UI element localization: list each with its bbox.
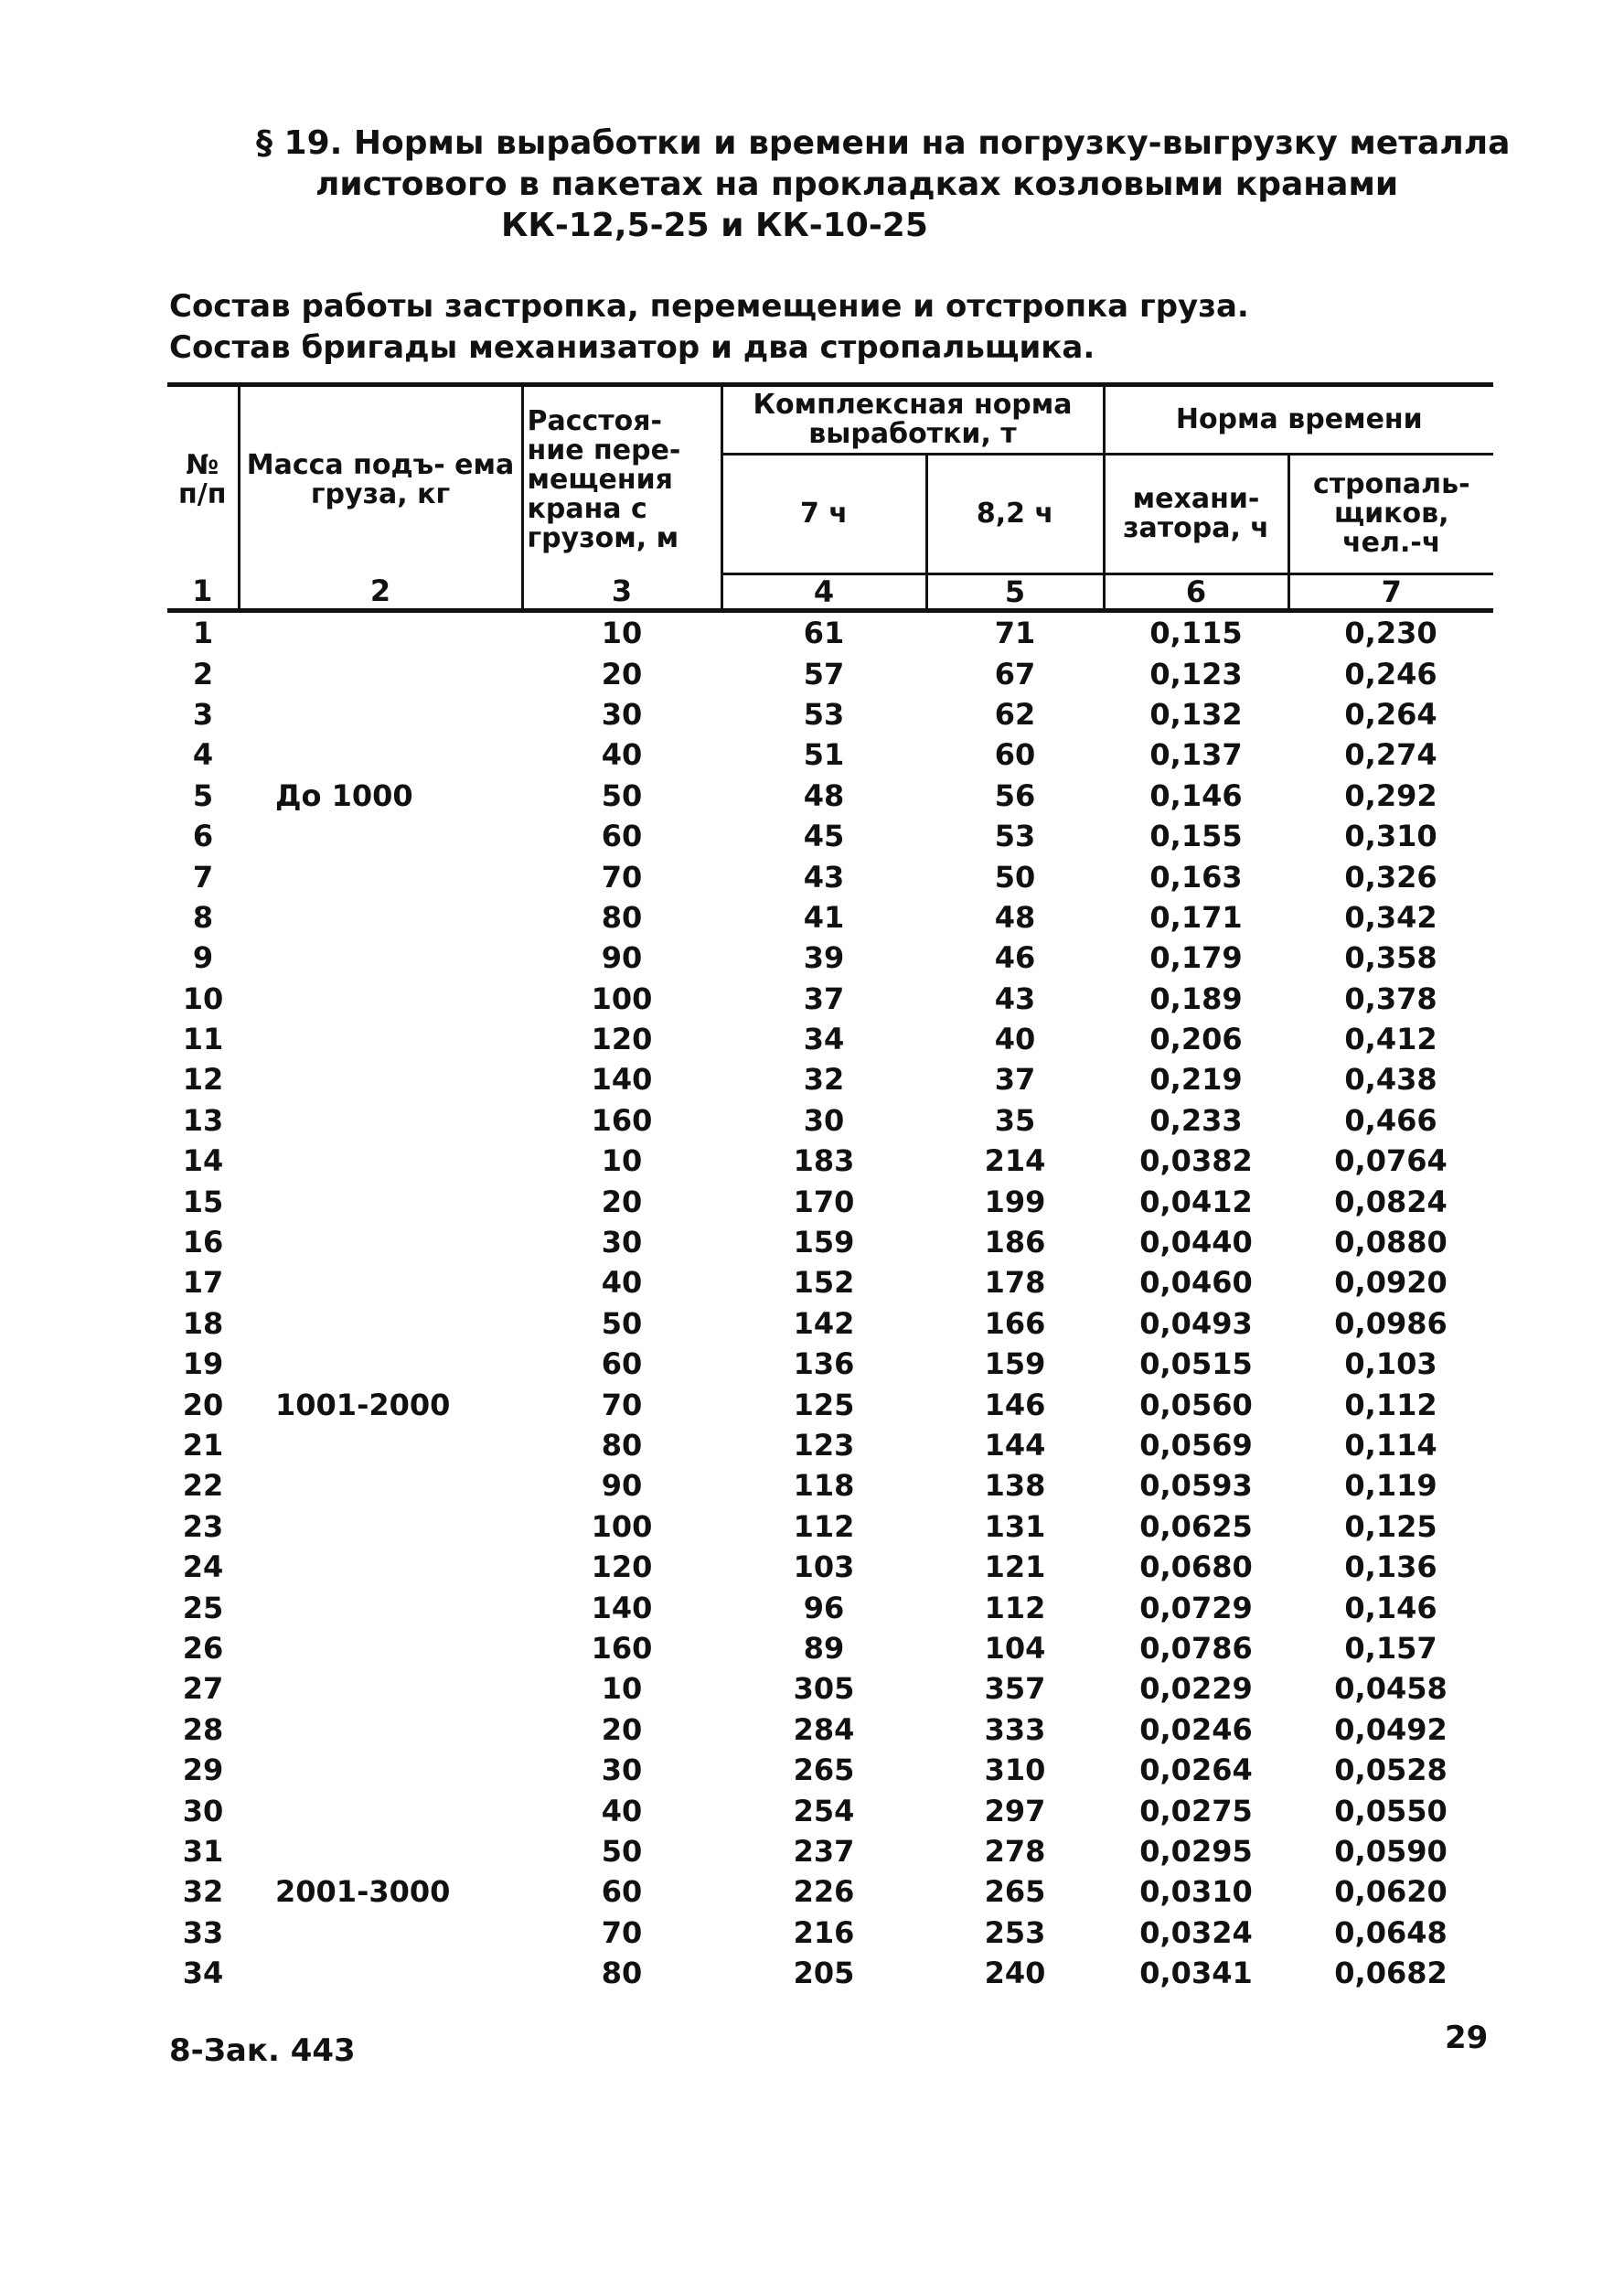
table-row bbox=[167, 653, 1493, 693]
operator-time-cell: 0,171 bbox=[1149, 899, 1243, 935]
norm-8-2h-cell: 357 bbox=[984, 1671, 1046, 1707]
slinger-time-cell: 0,0764 bbox=[1334, 1143, 1448, 1179]
operator-time-cell: 0,137 bbox=[1149, 737, 1243, 773]
norm-8-2h-cell: 121 bbox=[984, 1549, 1046, 1585]
row-num: 24 bbox=[182, 1549, 224, 1585]
slinger-time-cell: 0,0880 bbox=[1334, 1225, 1448, 1260]
header-time-norm: Норма времени bbox=[1104, 385, 1493, 455]
row-num: 1 bbox=[192, 616, 214, 651]
operator-time-cell: 0,115 bbox=[1149, 616, 1243, 651]
distance-cell: 10 bbox=[601, 1671, 643, 1707]
operator-time-cell: 0,123 bbox=[1149, 656, 1243, 691]
table-row bbox=[167, 694, 1493, 734]
operator-time-cell: 0,179 bbox=[1149, 940, 1243, 976]
table-row bbox=[167, 1953, 1493, 1993]
norm-8-2h-cell: 178 bbox=[984, 1265, 1046, 1301]
table-row bbox=[167, 1344, 1493, 1384]
column-number: 5 bbox=[926, 574, 1104, 611]
distance-cell: 120 bbox=[591, 1022, 653, 1057]
table-row bbox=[167, 1750, 1493, 1790]
norm-7h-cell: 32 bbox=[803, 1062, 845, 1098]
norm-7h-cell: 48 bbox=[803, 777, 845, 813]
slinger-time-cell: 0,0590 bbox=[1334, 1833, 1448, 1869]
norm-8-2h-cell: 240 bbox=[984, 1956, 1046, 1991]
norm-7h-cell: 30 bbox=[803, 1102, 845, 1138]
row-num: 6 bbox=[192, 819, 214, 854]
table-row bbox=[167, 1871, 1493, 1912]
norm-7h-cell: 226 bbox=[793, 1874, 855, 1910]
table-row bbox=[167, 816, 1493, 856]
norm-7h-cell: 37 bbox=[803, 981, 845, 1016]
distance-cell: 100 bbox=[591, 1508, 653, 1544]
mass-cell bbox=[239, 1262, 522, 1302]
row-num: 17 bbox=[182, 1265, 224, 1301]
distance-cell: 30 bbox=[601, 1752, 643, 1788]
norm-8-2h-cell: 104 bbox=[984, 1630, 1046, 1666]
operator-time-cell: 0,0341 bbox=[1139, 1956, 1253, 1991]
operator-time-cell: 0,0729 bbox=[1139, 1590, 1253, 1625]
mass-cell bbox=[239, 1790, 522, 1830]
slinger-time-cell: 0,0458 bbox=[1334, 1671, 1448, 1707]
slinger-time-cell: 0,0550 bbox=[1334, 1793, 1448, 1828]
norm-7h-cell: 96 bbox=[803, 1590, 845, 1625]
distance-cell: 10 bbox=[601, 1143, 643, 1179]
slinger-time-cell: 0,466 bbox=[1344, 1102, 1437, 1138]
norm-8-2h-cell: 37 bbox=[994, 1062, 1036, 1098]
norm-8-2h-cell: 131 bbox=[984, 1508, 1046, 1544]
distance-cell: 40 bbox=[601, 1793, 643, 1828]
operator-time-cell: 0,0229 bbox=[1139, 1671, 1253, 1707]
mass-cell bbox=[239, 897, 522, 938]
norm-8-2h-cell: 50 bbox=[994, 859, 1036, 895]
distance-cell: 80 bbox=[601, 1956, 643, 1991]
title-line-2: листового в пакетах на прокладках козловыми кранами bbox=[315, 166, 1399, 203]
norm-7h-cell: 51 bbox=[803, 737, 845, 773]
operator-time-cell: 0,0246 bbox=[1139, 1711, 1253, 1747]
norm-8-2h-cell: 297 bbox=[984, 1793, 1046, 1828]
slinger-time-cell: 0,0920 bbox=[1334, 1265, 1448, 1301]
distance-cell: 100 bbox=[591, 981, 653, 1016]
mass-cell bbox=[239, 1668, 522, 1709]
row-num: 8 bbox=[192, 899, 214, 935]
row-num: 27 bbox=[182, 1671, 224, 1707]
row-num: 22 bbox=[182, 1468, 224, 1504]
table-row bbox=[167, 1913, 1493, 1953]
row-num: 34 bbox=[182, 1956, 224, 1991]
operator-time-cell: 0,0569 bbox=[1139, 1428, 1253, 1463]
mass-cell bbox=[239, 1953, 522, 1993]
mass-cell bbox=[239, 938, 522, 978]
table-row bbox=[167, 938, 1493, 978]
mass-cell bbox=[239, 1059, 522, 1099]
mass-cell bbox=[239, 816, 522, 856]
row-num: 10 bbox=[182, 981, 224, 1016]
row-num: 28 bbox=[182, 1711, 224, 1747]
slinger-time-cell: 0,0620 bbox=[1334, 1874, 1448, 1910]
table-row bbox=[167, 979, 1493, 1019]
operator-time-cell: 0,163 bbox=[1149, 859, 1243, 895]
row-num: 5 bbox=[192, 777, 214, 813]
distance-cell: 60 bbox=[601, 1346, 643, 1382]
norm-7h-cell: 112 bbox=[793, 1508, 855, 1544]
norm-7h-cell: 39 bbox=[803, 940, 845, 976]
norm-7h-cell: 159 bbox=[793, 1225, 855, 1260]
norm-7h-cell: 125 bbox=[793, 1387, 855, 1422]
slinger-time-cell: 0,412 bbox=[1344, 1022, 1437, 1057]
distance-cell: 160 bbox=[591, 1630, 653, 1666]
norm-7h-cell: 205 bbox=[793, 1956, 855, 1991]
mass-cell bbox=[239, 1425, 522, 1465]
mass-cell bbox=[239, 1019, 522, 1059]
mass-cell bbox=[239, 1710, 522, 1750]
slinger-time-cell: 0,246 bbox=[1344, 656, 1437, 691]
slinger-time-cell: 0,119 bbox=[1344, 1468, 1437, 1504]
operator-time-cell: 0,0264 bbox=[1139, 1752, 1253, 1788]
norm-8-2h-cell: 265 bbox=[984, 1874, 1046, 1910]
distance-cell: 140 bbox=[591, 1062, 653, 1098]
distance-cell: 60 bbox=[601, 819, 643, 854]
distance-cell: 50 bbox=[601, 1305, 643, 1341]
row-num: 25 bbox=[182, 1590, 224, 1625]
row-num: 13 bbox=[182, 1102, 224, 1138]
norm-7h-cell: 61 bbox=[803, 616, 845, 651]
norm-8-2h-cell: 253 bbox=[984, 1914, 1046, 1950]
slinger-time-cell: 0,438 bbox=[1344, 1062, 1437, 1098]
order-number: 8-Зак. 443 bbox=[169, 2032, 356, 2069]
norm-8-2h-cell: 278 bbox=[984, 1833, 1046, 1869]
table-row bbox=[167, 1628, 1493, 1668]
mass-cell bbox=[239, 1222, 522, 1262]
norm-7h-cell: 237 bbox=[793, 1833, 855, 1869]
operator-time-cell: 0,0310 bbox=[1139, 1874, 1253, 1910]
operator-time-cell: 0,0680 bbox=[1139, 1549, 1253, 1585]
mass-cell bbox=[239, 694, 522, 734]
row-num: 21 bbox=[182, 1428, 224, 1463]
norm-8-2h-cell: 62 bbox=[994, 696, 1036, 732]
table-row bbox=[167, 897, 1493, 938]
operator-time-cell: 0,0295 bbox=[1139, 1833, 1253, 1869]
mass-cell: 2001-3000 bbox=[275, 1874, 451, 1910]
row-num: 29 bbox=[182, 1752, 224, 1788]
operator-time-cell: 0,219 bbox=[1149, 1062, 1243, 1098]
mass-cell: 1001-2000 bbox=[275, 1387, 451, 1422]
column-number: 2 bbox=[239, 574, 522, 611]
distance-cell: 10 bbox=[601, 616, 643, 651]
title-line-1: § 19. Нормы выработки и времени на погрузку-выгрузку металла bbox=[256, 124, 1511, 162]
column-number: 1 bbox=[167, 574, 239, 611]
norm-8-2h-cell: 67 bbox=[994, 656, 1036, 691]
table-row bbox=[167, 734, 1493, 775]
norm-7h-cell: 45 bbox=[803, 819, 845, 854]
mass-cell bbox=[239, 1506, 522, 1547]
mass-cell bbox=[239, 1750, 522, 1790]
mass-cell bbox=[239, 1181, 522, 1221]
table-row bbox=[167, 856, 1493, 896]
operator-time-cell: 0,0460 bbox=[1139, 1265, 1253, 1301]
norm-7h-cell: 183 bbox=[793, 1143, 855, 1179]
table-row bbox=[167, 1465, 1493, 1506]
mass-cell bbox=[239, 1547, 522, 1587]
table-row bbox=[167, 776, 1493, 816]
norm-7h-cell: 43 bbox=[803, 859, 845, 895]
table-row bbox=[167, 1303, 1493, 1344]
operator-time-cell: 0,155 bbox=[1149, 819, 1243, 854]
norm-7h-cell: 103 bbox=[793, 1549, 855, 1585]
row-num: 31 bbox=[182, 1833, 224, 1869]
operator-time-cell: 0,0560 bbox=[1139, 1387, 1253, 1422]
norm-7h-cell: 170 bbox=[793, 1184, 855, 1219]
norm-8-2h-cell: 112 bbox=[984, 1590, 1046, 1625]
slinger-time-cell: 0,292 bbox=[1344, 777, 1437, 813]
slinger-time-cell: 0,0986 bbox=[1334, 1305, 1448, 1341]
norm-8-2h-cell: 46 bbox=[994, 940, 1036, 976]
slinger-time-cell: 0,358 bbox=[1344, 940, 1437, 976]
table-row bbox=[167, 1506, 1493, 1547]
column-number: 3 bbox=[522, 574, 721, 611]
table-row bbox=[167, 1384, 1493, 1424]
row-num: 33 bbox=[182, 1914, 224, 1950]
row-num: 2 bbox=[192, 656, 214, 691]
row-num: 20 bbox=[182, 1387, 224, 1422]
operator-time-cell: 0,0324 bbox=[1139, 1914, 1253, 1950]
norm-8-2h-cell: 214 bbox=[984, 1143, 1046, 1179]
distance-cell: 50 bbox=[601, 1833, 643, 1869]
distance-cell: 80 bbox=[601, 899, 643, 935]
row-num: 30 bbox=[182, 1793, 224, 1828]
norms-table bbox=[167, 382, 1493, 1993]
row-num: 16 bbox=[182, 1225, 224, 1260]
row-num: 9 bbox=[192, 940, 214, 976]
row-num: 3 bbox=[192, 696, 214, 732]
table-row bbox=[167, 1710, 1493, 1750]
row-num: 15 bbox=[182, 1184, 224, 1219]
norm-7h-cell: 216 bbox=[793, 1914, 855, 1950]
table-row bbox=[167, 1425, 1493, 1465]
row-num: 14 bbox=[182, 1143, 224, 1179]
norm-8-2h-cell: 144 bbox=[984, 1428, 1046, 1463]
norm-8-2h-cell: 56 bbox=[994, 777, 1036, 813]
page-number: 29 bbox=[1445, 2020, 1489, 2056]
mass-cell bbox=[239, 1831, 522, 1871]
slinger-time-cell: 0,114 bbox=[1344, 1428, 1437, 1463]
slinger-time-cell: 0,0492 bbox=[1334, 1711, 1448, 1747]
distance-cell: 90 bbox=[601, 1468, 643, 1504]
operator-time-cell: 0,233 bbox=[1149, 1102, 1243, 1138]
norm-7h-cell: 89 bbox=[803, 1630, 845, 1666]
slinger-time-cell: 0,342 bbox=[1344, 899, 1437, 935]
distance-cell: 120 bbox=[591, 1549, 653, 1585]
header-operator: механи- затора, ч bbox=[1104, 455, 1288, 574]
norm-7h-cell: 142 bbox=[793, 1305, 855, 1341]
distance-cell: 20 bbox=[601, 656, 643, 691]
distance-cell: 30 bbox=[601, 1225, 643, 1260]
distance-cell: 50 bbox=[601, 777, 643, 813]
row-num: 11 bbox=[182, 1022, 224, 1057]
mass-cell bbox=[239, 1913, 522, 1953]
column-number: 7 bbox=[1288, 574, 1493, 611]
slinger-time-cell: 0,0682 bbox=[1334, 1956, 1448, 1991]
norm-8-2h-cell: 138 bbox=[984, 1468, 1046, 1504]
norm-8-2h-cell: 48 bbox=[994, 899, 1036, 935]
row-num: 26 bbox=[182, 1630, 224, 1666]
operator-time-cell: 0,206 bbox=[1149, 1022, 1243, 1057]
mass-cell bbox=[239, 856, 522, 896]
slinger-time-cell: 0,0824 bbox=[1334, 1184, 1448, 1219]
distance-cell: 80 bbox=[601, 1428, 643, 1463]
table-row bbox=[167, 1181, 1493, 1221]
mass-cell bbox=[239, 1628, 522, 1668]
norm-8-2h-cell: 146 bbox=[984, 1387, 1046, 1422]
operator-time-cell: 0,0382 bbox=[1139, 1143, 1253, 1179]
norm-7h-cell: 152 bbox=[793, 1265, 855, 1301]
header-mass: Масса подъ- ема груза, кг bbox=[239, 385, 522, 574]
norm-7h-cell: 118 bbox=[793, 1468, 855, 1504]
distance-cell: 90 bbox=[601, 940, 643, 976]
table-row bbox=[167, 1059, 1493, 1099]
title-line-3: КК-12,5-25 и КК-10-25 bbox=[501, 207, 928, 244]
mass-cell: До 1000 bbox=[275, 777, 413, 813]
table-row bbox=[167, 1790, 1493, 1830]
team-composition: Состав бригады механизатор и два стропальщика. bbox=[169, 329, 1095, 366]
mass-cell bbox=[239, 653, 522, 693]
norm-8-2h-cell: 35 bbox=[994, 1102, 1036, 1138]
operator-time-cell: 0,0593 bbox=[1139, 1468, 1253, 1504]
norm-7h-cell: 41 bbox=[803, 899, 845, 935]
slinger-time-cell: 0,326 bbox=[1344, 859, 1437, 895]
mass-cell bbox=[239, 734, 522, 775]
norm-8-2h-cell: 40 bbox=[994, 1022, 1036, 1057]
operator-time-cell: 0,0515 bbox=[1139, 1346, 1253, 1382]
mass-cell bbox=[239, 1303, 522, 1344]
distance-cell: 20 bbox=[601, 1184, 643, 1219]
norm-8-2h-cell: 333 bbox=[984, 1711, 1046, 1747]
table-row bbox=[167, 1019, 1493, 1059]
distance-cell: 20 bbox=[601, 1711, 643, 1747]
mass-cell bbox=[239, 1465, 522, 1506]
column-number: 4 bbox=[721, 574, 926, 611]
row-num: 23 bbox=[182, 1508, 224, 1544]
table-row bbox=[167, 1141, 1493, 1181]
operator-time-cell: 0,189 bbox=[1149, 981, 1243, 1016]
operator-time-cell: 0,132 bbox=[1149, 696, 1243, 732]
operator-time-cell: 0,0440 bbox=[1139, 1225, 1253, 1260]
norm-8-2h-cell: 60 bbox=[994, 737, 1036, 773]
slinger-time-cell: 0,103 bbox=[1344, 1346, 1437, 1382]
norm-7h-cell: 305 bbox=[793, 1671, 855, 1707]
table-row bbox=[167, 1587, 1493, 1627]
slinger-time-cell: 0,157 bbox=[1344, 1630, 1437, 1666]
norm-8-2h-cell: 159 bbox=[984, 1346, 1046, 1382]
table-row bbox=[167, 1262, 1493, 1302]
table-row bbox=[167, 1100, 1493, 1141]
slinger-time-cell: 0,0528 bbox=[1334, 1752, 1448, 1788]
norm-7h-cell: 254 bbox=[793, 1793, 855, 1828]
table-row bbox=[167, 1831, 1493, 1871]
operator-time-cell: 0,146 bbox=[1149, 777, 1243, 813]
header-7h: 7 ч bbox=[721, 455, 926, 574]
column-number: 6 bbox=[1104, 574, 1288, 611]
norm-8-2h-cell: 71 bbox=[994, 616, 1036, 651]
row-num: 7 bbox=[192, 859, 214, 895]
distance-cell: 30 bbox=[601, 696, 643, 732]
header-num: № п/п bbox=[167, 385, 239, 574]
slinger-time-cell: 0,0648 bbox=[1334, 1914, 1448, 1950]
mass-cell bbox=[239, 1344, 522, 1384]
operator-time-cell: 0,0275 bbox=[1139, 1793, 1253, 1828]
norm-8-2h-cell: 310 bbox=[984, 1752, 1046, 1788]
work-composition: Состав работы застропка, перемещение и отстропка груза. bbox=[169, 288, 1249, 325]
operator-time-cell: 0,0625 bbox=[1139, 1508, 1253, 1544]
norm-7h-cell: 265 bbox=[793, 1752, 855, 1788]
slinger-time-cell: 0,274 bbox=[1344, 737, 1437, 773]
distance-cell: 140 bbox=[591, 1590, 653, 1625]
norm-7h-cell: 53 bbox=[803, 696, 845, 732]
slinger-time-cell: 0,136 bbox=[1344, 1549, 1437, 1585]
distance-cell: 70 bbox=[601, 1387, 643, 1422]
row-num: 4 bbox=[192, 737, 214, 773]
row-num: 12 bbox=[182, 1062, 224, 1098]
slinger-time-cell: 0,378 bbox=[1344, 981, 1437, 1016]
distance-cell: 70 bbox=[601, 859, 643, 895]
slinger-time-cell: 0,112 bbox=[1344, 1387, 1437, 1422]
slinger-time-cell: 0,125 bbox=[1344, 1508, 1437, 1544]
mass-cell bbox=[239, 1100, 522, 1141]
mass-cell bbox=[239, 1587, 522, 1627]
norm-7h-cell: 34 bbox=[803, 1022, 845, 1057]
norm-7h-cell: 284 bbox=[793, 1711, 855, 1747]
distance-cell: 40 bbox=[601, 737, 643, 773]
row-num: 19 bbox=[182, 1346, 224, 1382]
table-row bbox=[167, 1222, 1493, 1262]
operator-time-cell: 0,0786 bbox=[1139, 1630, 1253, 1666]
norm-8-2h-cell: 199 bbox=[984, 1184, 1046, 1219]
norm-8-2h-cell: 53 bbox=[994, 819, 1036, 854]
slinger-time-cell: 0,264 bbox=[1344, 696, 1437, 732]
mass-cell bbox=[239, 611, 522, 654]
header-complex-norm: Комплексная норма выработки, т bbox=[721, 385, 1104, 455]
slinger-time-cell: 0,310 bbox=[1344, 819, 1437, 854]
header-8-2h: 8,2 ч bbox=[926, 455, 1104, 574]
table-row bbox=[167, 1547, 1493, 1587]
header-distance: Расстоя- ние пере- мещения крана с грузом, м bbox=[522, 385, 721, 574]
mass-cell bbox=[239, 979, 522, 1019]
norm-8-2h-cell: 43 bbox=[994, 981, 1036, 1016]
table-row bbox=[167, 611, 1493, 654]
norm-8-2h-cell: 166 bbox=[984, 1305, 1046, 1341]
distance-cell: 60 bbox=[601, 1874, 643, 1910]
operator-time-cell: 0,0493 bbox=[1139, 1305, 1253, 1341]
distance-cell: 40 bbox=[601, 1265, 643, 1301]
header-slingers: стропаль- щиков, чел.-ч bbox=[1288, 455, 1493, 574]
row-num: 32 bbox=[182, 1874, 224, 1910]
distance-cell: 70 bbox=[601, 1914, 643, 1950]
norm-8-2h-cell: 186 bbox=[984, 1225, 1046, 1260]
table-row bbox=[167, 1668, 1493, 1709]
operator-time-cell: 0,0412 bbox=[1139, 1184, 1253, 1219]
row-num: 18 bbox=[182, 1305, 224, 1341]
norm-7h-cell: 123 bbox=[793, 1428, 855, 1463]
mass-cell bbox=[239, 1141, 522, 1181]
distance-cell: 160 bbox=[591, 1102, 653, 1138]
norm-7h-cell: 136 bbox=[793, 1346, 855, 1382]
norm-7h-cell: 57 bbox=[803, 656, 845, 691]
slinger-time-cell: 0,230 bbox=[1344, 616, 1437, 651]
slinger-time-cell: 0,146 bbox=[1344, 1590, 1437, 1625]
